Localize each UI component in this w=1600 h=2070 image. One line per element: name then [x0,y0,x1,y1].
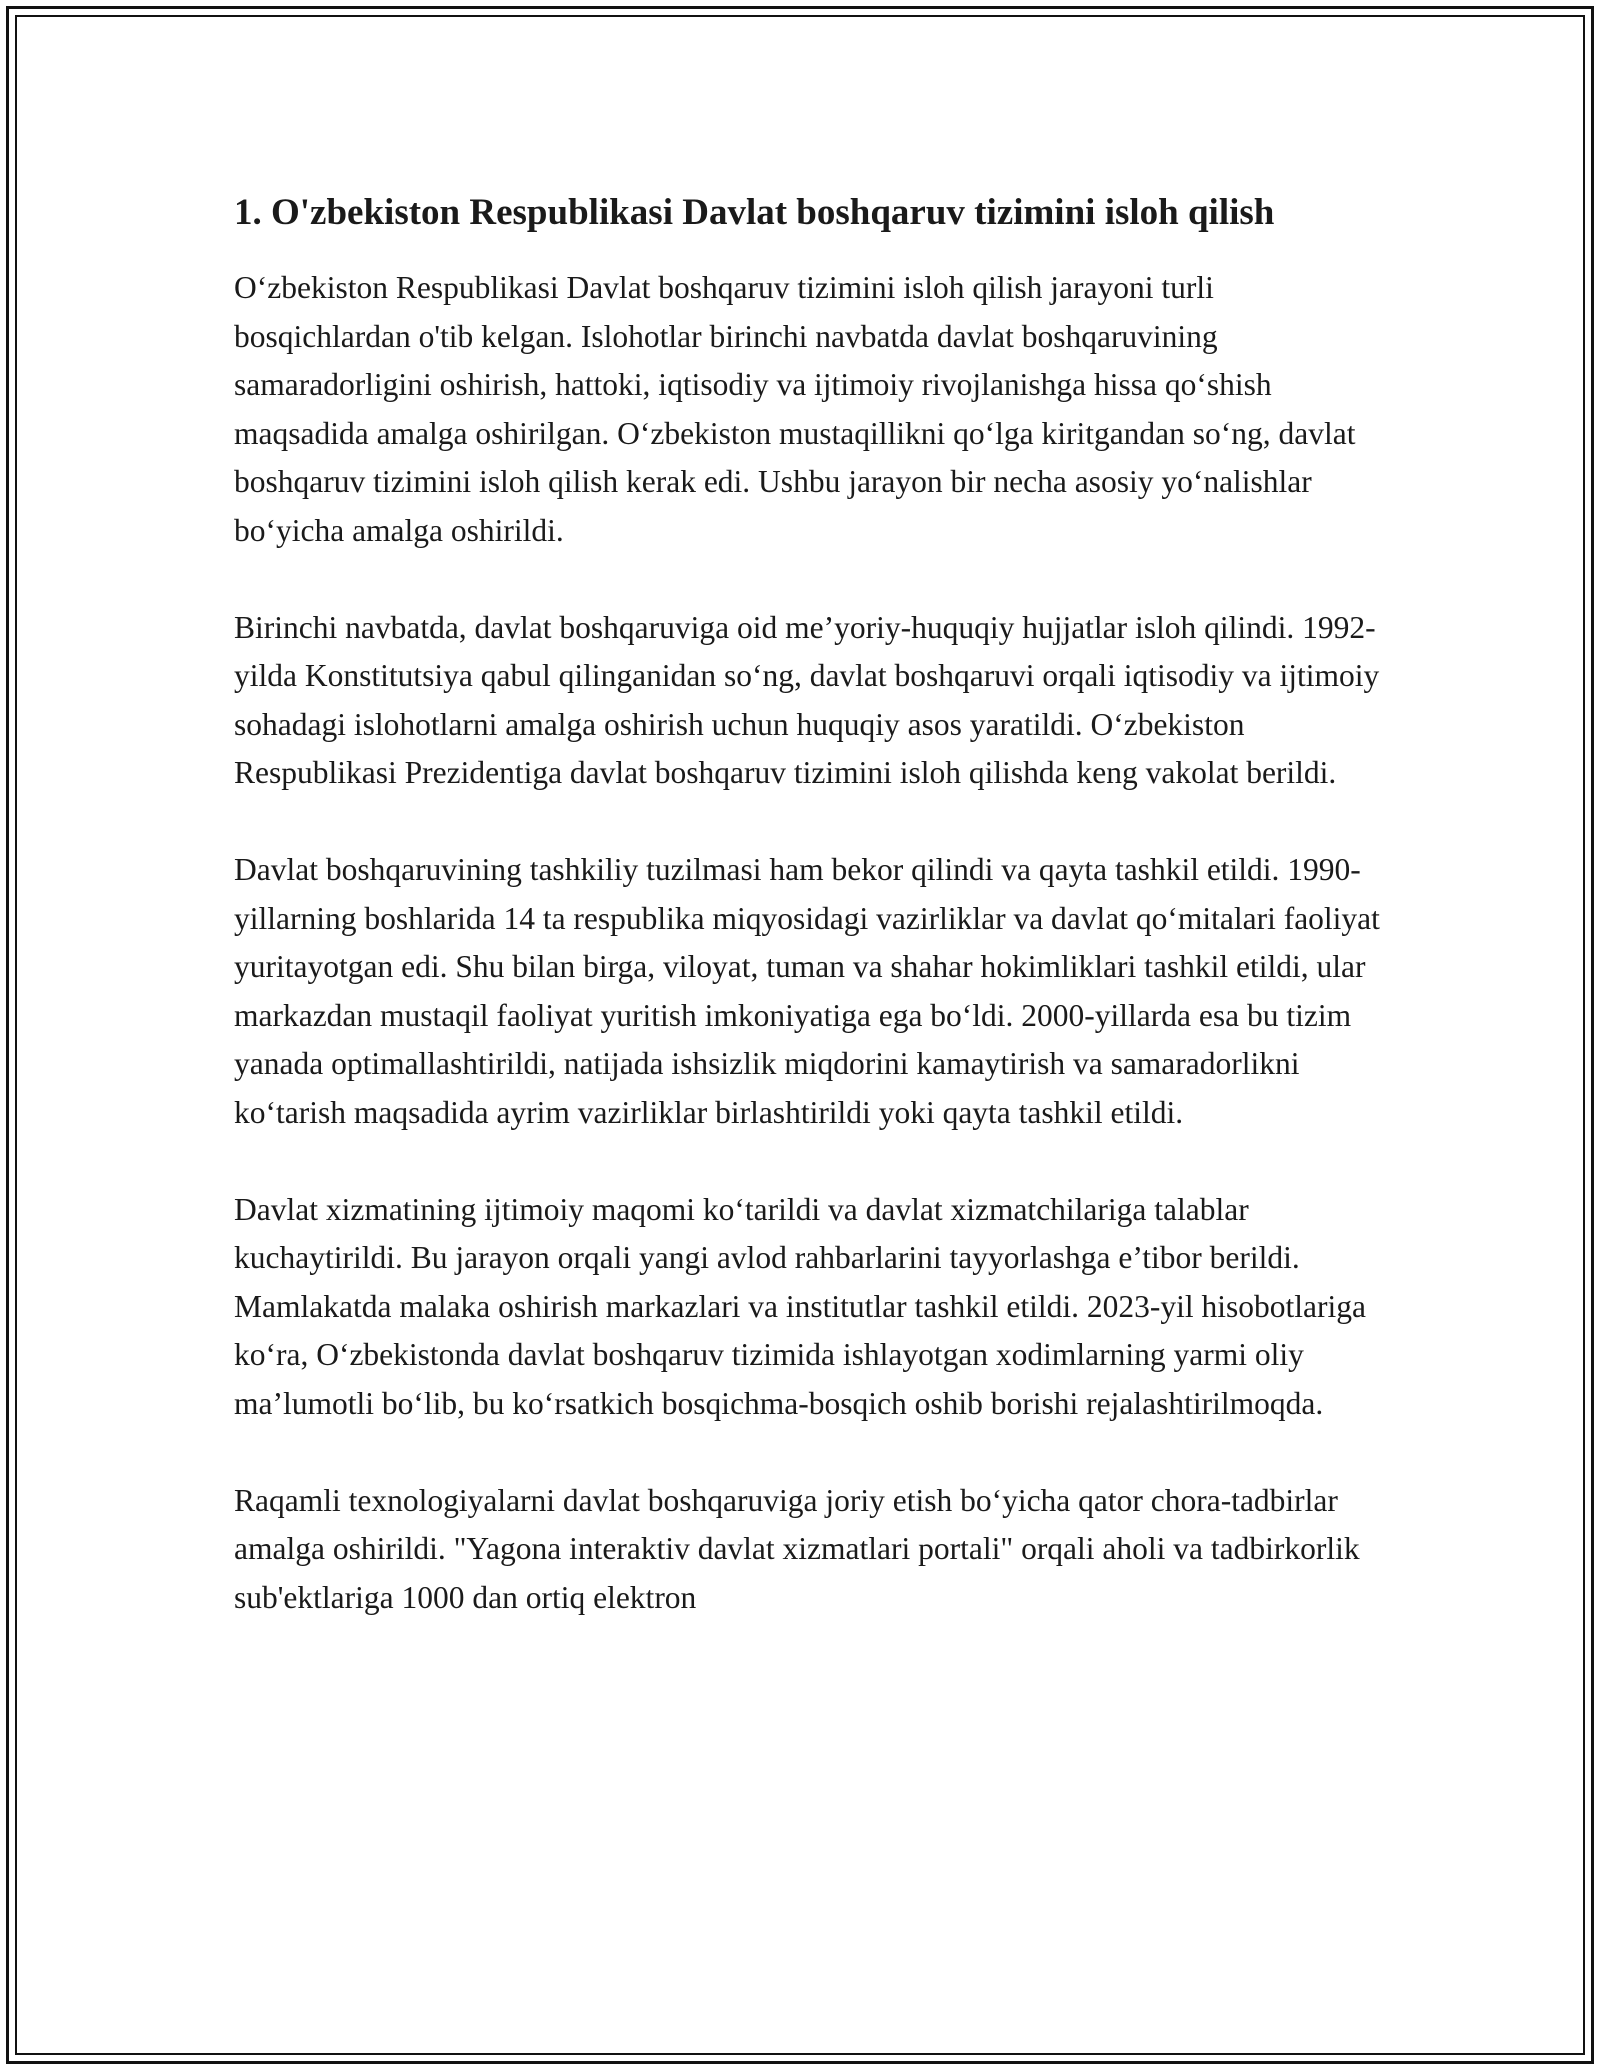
document-body [234,185,1384,1671]
paragraph-intro: O‘zbekiston Respublikasi Davlat boshqaruv tizimini isloh qilish jarayoni turli bosqichlardan o'tib kelgan. Islohotlar birinchi navbatda davlat boshqaruvining samaradorligini oshirish, hattoki, iqtisodiy va ijtimoiy rivojlanishga hissa qo‘shish maqsadida amalga oshirilgan. O‘zbekiston mustaqillikni qo‘lga kiritgandan so‘ng, davlat boshqaruv tizimini isloh qilish kerak edi. Ushbu jarayon bir necha asosiy yo‘nalishlar bo‘yicha amalga oshirildi. [234,270,1356,548]
paragraph-legal-reform: Birinchi navbatda, davlat boshqaruviga oid me’yoriy-huquqiy hujjatlar isloh qilindi. 1992-yilda Konstitutsiya qabul qilinganidan so‘ng, davlat boshqaruvi orqali iqtisodiy va ijtimoiy sohadagi islohotlarni amalga oshirish uchun huquqiy asos yaratildi. O‘zbekiston Respublikasi Prezidentiga davlat boshqaruv tizimini isloh qilishda keng vakolat berildi. [234,609,1380,790]
paragraph-organizational-structure: Davlat boshqaruvining tashkiliy tuzilmasi ham bekor qilindi va qayta tashkil etildi. 1990-yillarning boshlarida 14 ta respublika miqyosidagi vazirliklar va davlat qo‘mitalari faoliyat yuritayotgan edi. Shu bilan birga, viloyat, tuman va shahar hokimliklari tashkil etildi, ular markazdan mustaqil faoliyat yuritish imkoniyatiga ega bo‘ldi. 2000-yillarda esa bu tizim yanada optimallashtirildi, natijada ishsizlik miqdorini kamaytirish va samaradorlikni ko‘tarish maqsadida ayrim vazirliklar birlashtirildi yoki qayta tashkil etildi. [234,852,1380,1130]
section-heading: 1. O'zbekiston Respublikasi Davlat boshqaruv tizimini isloh qilish [234,192,1275,233]
paragraph-digital-technologies: Raqamli texnologiyalarni davlat boshqaruviga joriy etish bo‘yicha qator chora-tadbirlar amalga oshirildi. "Yagona interaktiv davlat xizmatlari portali" orqali aholi va tadbirkorlik sub'ektlariga 1000 dan ortiq elektron [234,1482,1360,1615]
paragraph-civil-service: Davlat xizmatining ijtimoiy maqomi ko‘tarildi va davlat xizmatchilariga talablar kuchaytirildi. Bu jarayon orqali yangi avlod rahbarlarini tayyorlashga e’tibor berildi. Mamlakatda malaka oshirish markazlari va institutlar tashkil etildi. 2023-yil hisobotlariga ko‘ra, O‘zbekistonda davlat boshqaruv tizimida ishlayotgan xodimlarning yarmi oliy ma’lumotli bo‘lib, bu ko‘rsatkich bosqichma-bosqich oshib borishi rejalashtirilmoqda. [234,1191,1366,1421]
